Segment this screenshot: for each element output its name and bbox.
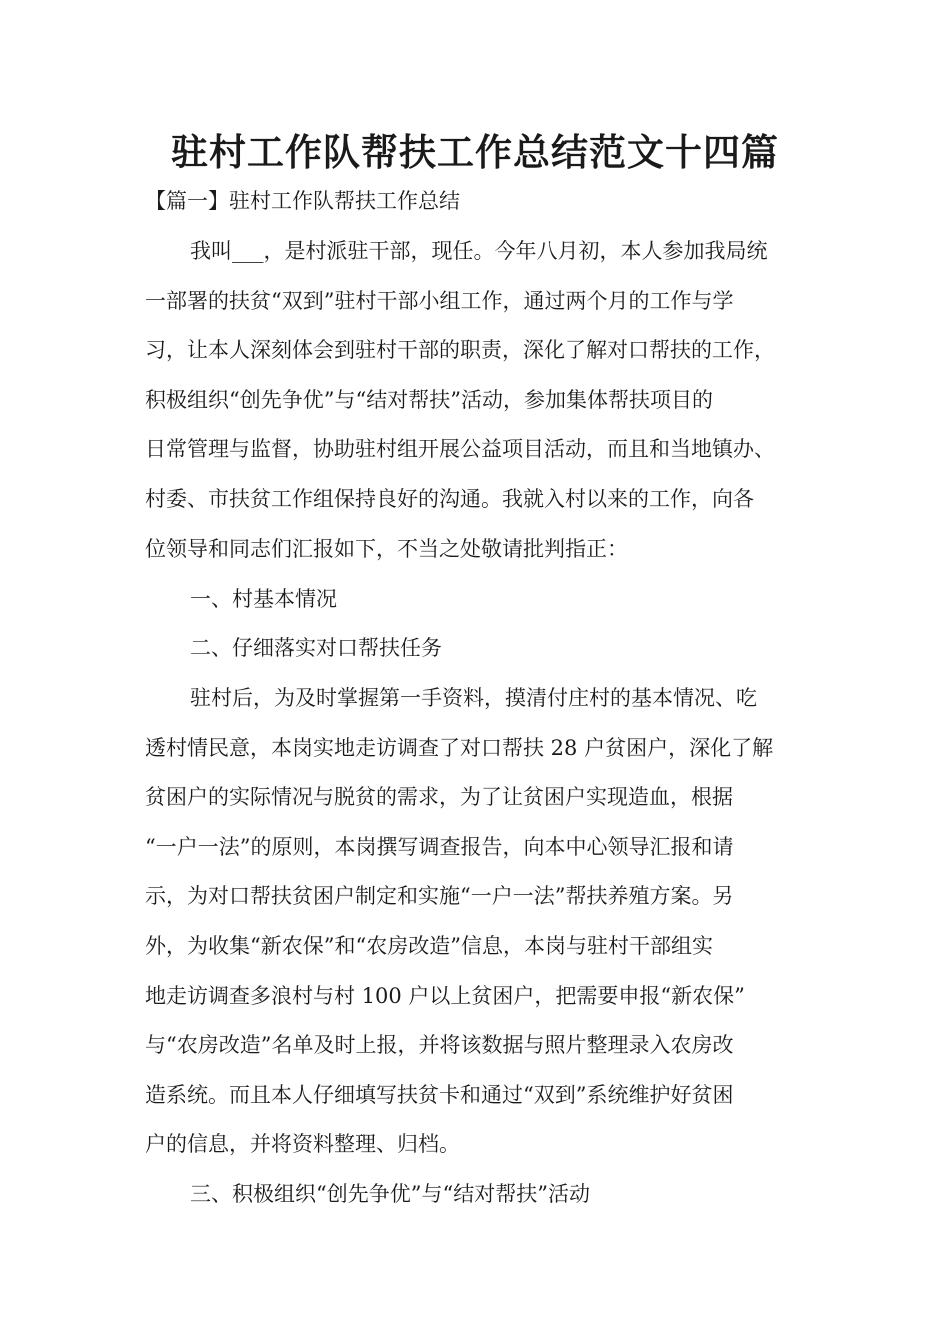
subheading-assistance-tasks: 二、仔细落实对口帮扶任务 <box>190 636 442 660</box>
paragraph-line: 外，为收集“新农保”和“农房改造”信息，本岗与驻村干部组实 <box>145 933 713 958</box>
subheading-village-info: 一、村基本情况 <box>190 587 337 611</box>
paragraph-line: 村委、市扶贫工作组保持良好的沟通。我就入村以来的工作，向各 <box>145 486 754 511</box>
paragraph-line: 贫困户的实际情况与脱贫的需求，为了让贫困户实现造血，根据 <box>145 785 733 810</box>
paragraph-intro <box>145 227 835 574</box>
paragraph-line: 我叫___，是村派驻干部，现任。今年八月初，本人参加我局统 <box>190 239 768 263</box>
paragraph-line: 地走访调查多浪村与村 100 户以上贫困户，把需要申报“新农保” <box>145 983 745 1008</box>
paragraph-line: 一部署的扶贫“双到”驻村干部小组工作，通过两个月的工作与学 <box>145 288 734 313</box>
document-title: 驻村工作队帮扶工作总结范文十四篇 <box>171 130 779 174</box>
paragraph-line: 位领导和同志们汇报如下，不当之处敬请批判指正： <box>145 536 628 561</box>
paragraph-line: 户的信息，并将资料整理、归档。 <box>145 1132 460 1157</box>
paragraph-line: 透村情民意，本岗实地走访调查了对口帮扶 28 户贫困户，深化了解 <box>145 735 774 760</box>
paragraph-line: 示，为对口帮扶贫困户制定和实施“一户一法”帮扶养殖方案。另 <box>145 884 734 909</box>
subheading-activities: 三、积极组织“创先争优”与“结对帮扶”活动 <box>190 1182 590 1206</box>
paragraph-line: 驻村后，为及时掌握第一手资料，摸清付庄村的基本情况、吃 <box>190 686 757 710</box>
paragraph-line: 积极组织“创先争优”与“结对帮扶”活动，参加集体帮扶项目的 <box>145 387 713 412</box>
paragraph-line: 造系统。而且本人仔细填写扶贫卡和通过“双到”系统维护好贫困 <box>145 1082 734 1107</box>
paragraph-line: “一户一法”的原则，本岗撰写调查报告，向本中心领导汇报和请 <box>145 834 734 859</box>
paragraph-line: 与“农房改造”名单及时上报，并将该数据与照片整理录入农房改 <box>145 1033 734 1058</box>
section-heading: 【篇一】驻村工作队帮扶工作总结 <box>145 189 460 213</box>
paragraph-line: 日常管理与监督，协助驻村组开展公益项目活动，而且和当地镇办、 <box>145 437 775 462</box>
paragraph-assistance <box>145 674 835 1170</box>
paragraph-line: 习，让本人深刻体会到驻村干部的职责，深化了解对口帮扶的工作， <box>145 338 775 363</box>
